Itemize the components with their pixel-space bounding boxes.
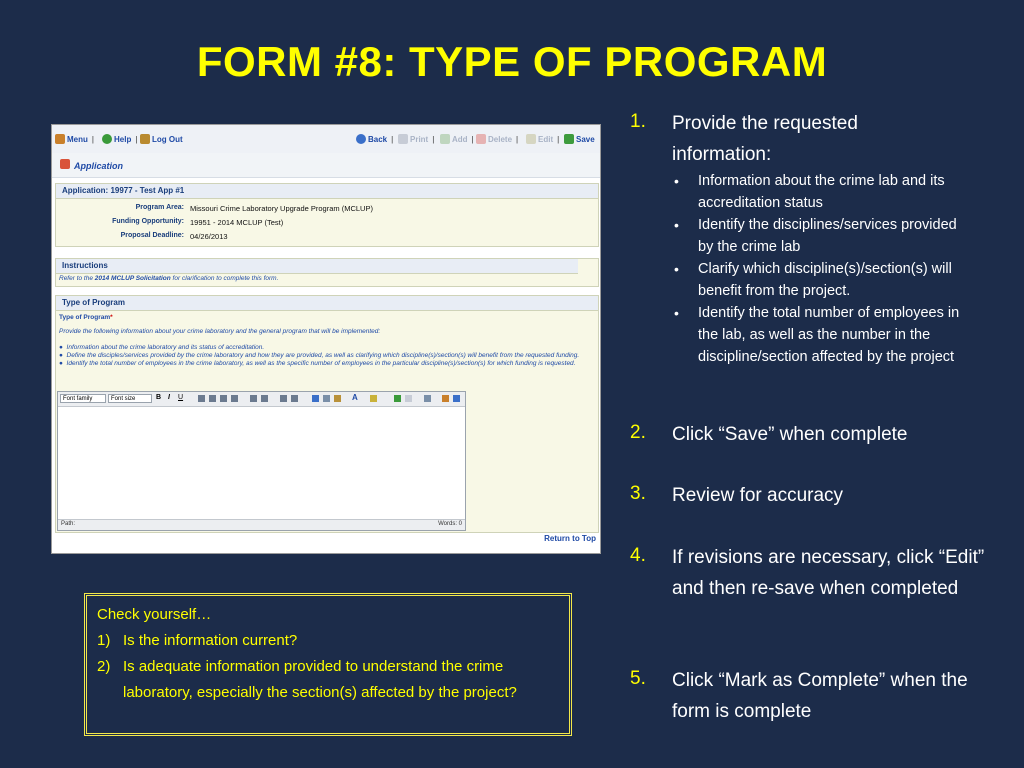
editor-word-count: Words: 0 <box>438 521 462 527</box>
application-label: Application <box>74 161 123 171</box>
step-number: 2. <box>630 422 646 443</box>
fullscreen-icon[interactable] <box>453 395 460 402</box>
field-label-text: Type of Program <box>59 314 111 321</box>
door-icon <box>140 134 150 144</box>
step-number: 3. <box>630 483 646 504</box>
check-heading: Check yourself… <box>97 606 212 623</box>
code-icon[interactable] <box>424 395 431 402</box>
add-link[interactable]: Add | <box>440 134 474 144</box>
bold-button[interactable]: B <box>156 394 162 401</box>
logout-link[interactable] <box>140 134 183 144</box>
editor-path: Path: <box>61 521 76 527</box>
program-area-value: Missouri Crime Laboratory Upgrade Program (MCLUP) <box>190 204 373 213</box>
check-item-number: 1) <box>97 632 111 649</box>
edit-link[interactable]: Edit | <box>526 134 559 144</box>
app-toolbar <box>52 125 600 154</box>
program-bullet-text: Identify the total number of employees in the crime laboratory, as well as the specific number of employees in the particular discipline(s)/section(s) for which funding is requested. <box>66 360 576 367</box>
application-icon <box>60 159 70 169</box>
proposal-deadline-value: 04/26/2013 <box>190 232 228 241</box>
printer-icon <box>398 134 408 144</box>
align-right-icon[interactable] <box>220 395 227 402</box>
check-item-text: Is the information current? <box>123 632 298 649</box>
step1-bullet: • Information about the crime lab and its accreditation status <box>672 170 972 214</box>
step1-bullet: • Clarify which discipline(s)/section(s) will benefit from the project. <box>672 258 972 302</box>
slide-title: FORM #8: TYPE OF PROGRAM <box>196 38 828 85</box>
print-link[interactable]: Print | <box>398 134 434 144</box>
help-label: Help <box>114 134 132 144</box>
add-label: Add <box>452 134 468 144</box>
instructions-box <box>55 258 599 287</box>
save-icon <box>564 134 574 144</box>
program-intro: Provide the following information about your crime laboratory and the general program that will be implemented: <box>59 328 381 335</box>
menu-icon <box>55 134 65 144</box>
instructions-prefix: Refer to the <box>59 275 95 282</box>
edit-icon <box>526 134 536 144</box>
program-area-label: Program Area: <box>135 204 184 211</box>
application-info-header: Application: 19977 - Test App #1 <box>56 184 598 199</box>
program-bullets <box>59 344 589 368</box>
font-color-icon[interactable]: A <box>352 393 358 402</box>
proposal-deadline-label: Proposal Deadline: <box>120 232 184 239</box>
step-number: 4. <box>630 545 646 566</box>
check-item <box>97 628 559 654</box>
check-item-text: Is adequate information provided to understand the crime laboratory, especially the section(s) affected by the project? <box>123 658 517 701</box>
check-yourself-box <box>84 593 572 736</box>
numbered-list-icon[interactable] <box>261 395 268 402</box>
save-link[interactable] <box>564 134 595 144</box>
back-label: Back <box>368 134 388 144</box>
delete-icon <box>476 134 486 144</box>
link-icon[interactable] <box>394 395 401 402</box>
copy-icon[interactable] <box>323 395 330 402</box>
funding-opportunity-label: Funding Opportunity: <box>112 218 184 225</box>
step-text: Click “Mark as Complete” when the form is complete <box>672 670 968 722</box>
program-bullet: ● Information about the crime laboratory and its status of accreditation. <box>59 344 265 351</box>
delete-link[interactable]: Delete | <box>476 134 518 144</box>
application-info-box <box>55 183 599 247</box>
step-text: Click “Save” when complete <box>672 424 908 445</box>
return-to-top-link[interactable]: Return to Top <box>544 534 596 543</box>
print-label: Print <box>410 134 429 144</box>
step1-bullet: • Identify the total number of employees in the lab, as well as the number in the discipline/section affected by the project <box>672 302 972 368</box>
delete-label: Delete <box>488 134 513 144</box>
step1-bullets <box>672 170 972 368</box>
unlink-icon[interactable] <box>405 395 412 402</box>
back-arrow-icon <box>356 134 366 144</box>
cut-icon[interactable] <box>312 395 319 402</box>
align-center-icon[interactable] <box>209 395 216 402</box>
solicitation-link[interactable]: 2014 MCLUP Solicitation <box>94 275 171 282</box>
indent-icon[interactable] <box>291 395 298 402</box>
align-justify-icon[interactable] <box>231 395 238 402</box>
program-bullet-text: Information about the crime laboratory and its status of accreditation. <box>66 344 265 351</box>
font-family-select[interactable]: Font family <box>60 394 106 403</box>
type-of-program-field-label <box>59 314 113 321</box>
step-text: Review for accuracy <box>672 485 844 506</box>
instructions-text <box>59 275 278 282</box>
paste-icon[interactable] <box>334 395 341 402</box>
required-mark: * <box>110 314 113 321</box>
logout-label: Log Out <box>152 134 183 144</box>
program-bullet: ● Identify the total number of employees in the crime laboratory, as well as the specific number of employees in the particular discipline(s)/section(s) for which funding is requested. <box>59 360 576 367</box>
program-bullet: ● Define the disciples/services provided by the crime laboratory and how they are provided, as well as clarifying which discipline(s)/section(s) will benefit from the requested funding. <box>59 352 580 359</box>
help-link[interactable]: Help | <box>102 134 137 144</box>
back-link[interactable]: Back | <box>356 134 393 144</box>
funding-opportunity-value: 19951 - 2014 MCLUP (Test) <box>190 218 284 227</box>
edit-label: Edit <box>538 134 554 144</box>
save-label: Save <box>576 134 595 144</box>
outdent-icon[interactable] <box>280 395 287 402</box>
application-screenshot <box>51 124 601 554</box>
step-number: 5. <box>630 668 646 689</box>
step-text: Provide the requested information: <box>672 113 858 165</box>
bullet-list-icon[interactable] <box>250 395 257 402</box>
highlight-icon[interactable] <box>370 395 377 402</box>
check-item-number: 2) <box>97 658 111 675</box>
italic-button[interactable]: I <box>168 394 170 401</box>
spellcheck-icon[interactable] <box>442 395 449 402</box>
help-icon <box>102 134 112 144</box>
step-text: If revisions are necessary, click “Edit” and then re-save when completed <box>672 547 985 599</box>
step1-bullet: • Identify the disciplines/services provided by the crime lab <box>672 214 972 258</box>
rich-text-editor[interactable] <box>57 391 466 531</box>
instructions-suffix: for clarification to complete this form. <box>170 275 279 282</box>
align-left-icon[interactable] <box>198 395 205 402</box>
font-size-select[interactable]: Font size <box>108 394 152 403</box>
step-number: 1. <box>630 111 646 132</box>
editor-statusbar <box>58 519 465 530</box>
check-item <box>97 654 559 706</box>
application-header <box>52 153 600 178</box>
menu-link[interactable]: Menu | <box>55 134 94 144</box>
program-bullet-text: Define the disciples/services provided by the crime laboratory and how they are provided, as well as clarifying which discipline(s)/section(s) will benefit from the requested funding. <box>66 352 580 359</box>
type-of-program-header: Type of Program <box>56 296 598 311</box>
editor-toolbar <box>58 392 465 407</box>
menu-label: Menu <box>67 134 88 144</box>
instructions-header: Instructions <box>56 259 578 274</box>
underline-button[interactable]: U <box>178 394 184 401</box>
add-icon <box>440 134 450 144</box>
